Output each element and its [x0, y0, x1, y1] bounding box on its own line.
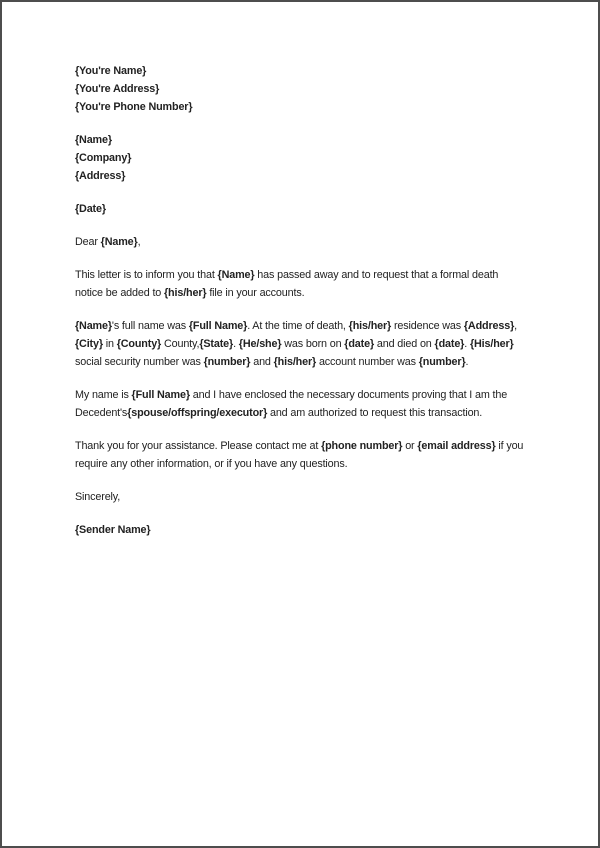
salutation: Dear {Name}, [75, 236, 141, 248]
closing-line: Sincerely, [75, 491, 121, 503]
recipient-address-block [75, 131, 527, 185]
sender-address-block [75, 62, 527, 116]
paragraph-decedent-details: {Name}'s full name was {Full Name}. At the time of death, {his/her} residence was {Address}, {City} in {County} County,{State}. {He/she} was born on {date} and died on {date}. {His/her} social security number was {number} and {his/her} account number was {number}. [75, 320, 517, 368]
sender-address-line: {You're Address} [75, 83, 160, 95]
sender-name-line: {You're Name} [75, 65, 147, 77]
signature-line: {Sender Name} [75, 524, 151, 536]
paragraph-death-notice-request: This letter is to inform you that {Name} has passed away and to request that a formal death notice be added to {his/her} file in your accounts. [75, 269, 499, 299]
recipient-address-line: {Address} [75, 170, 126, 182]
recipient-name-line: {Name} [75, 134, 112, 146]
paragraph-contact-info: Thank you for your assistance. Please contact me at {phone number} or {email address} if you require any other information, or if you have any questions. [75, 440, 524, 470]
date-line: {Date} [75, 203, 106, 215]
sender-phone-line: {You're Phone Number} [75, 101, 193, 113]
recipient-company-line: {Company} [75, 152, 132, 164]
paragraph-authorization: My name is {Full Name} and I have enclosed the necessary documents proving that I am the Decedent's{spouse/offspring/executor} and am authorized to request this transaction. [75, 389, 508, 419]
